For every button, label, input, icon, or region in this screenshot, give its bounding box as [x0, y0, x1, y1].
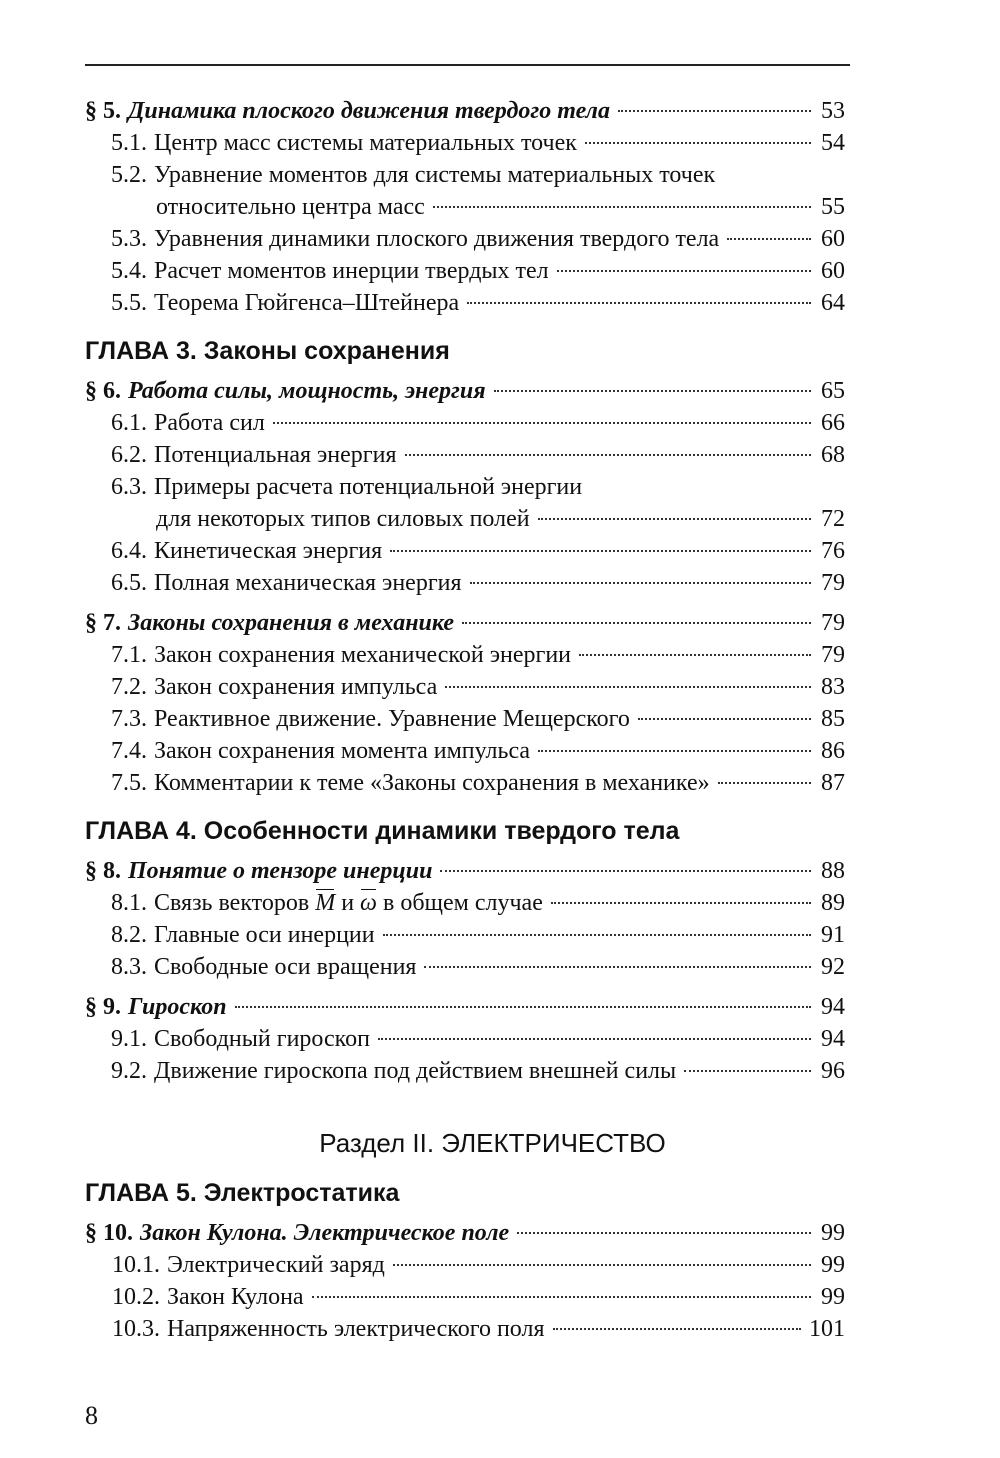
page-ref: 72 — [821, 506, 845, 532]
toc-item-7-2[interactable] — [85, 671, 845, 703]
item-title: Теорема Гюйгенса–Штейнера — [154, 290, 460, 316]
item-title: Расчет моментов инерции твердых тел — [154, 258, 549, 284]
dot-leader — [470, 582, 811, 584]
toc-item-9-1[interactable] — [85, 1023, 845, 1055]
toc-item-10-2[interactable] — [85, 1281, 845, 1313]
dot-leader — [467, 302, 811, 304]
dot-leader — [517, 1232, 811, 1234]
dot-leader — [390, 550, 811, 552]
item-title: Работа сил — [154, 410, 265, 436]
toc-item-6-3[interactable] — [85, 471, 845, 503]
section-number: § 6. — [85, 378, 121, 404]
item-title-continuation: для некоторых типов силовых полей — [156, 506, 530, 532]
dot-leader — [433, 206, 811, 208]
toc-item-10-1[interactable] — [85, 1249, 845, 1281]
item-number: 10.3. — [112, 1316, 160, 1342]
dot-leader — [312, 1296, 811, 1298]
chapter-heading[interactable]: ГЛАВА 5. Электростатика — [85, 1179, 400, 1207]
item-title-part: в общем случае — [382, 890, 543, 916]
page-ref: 89 — [821, 890, 845, 916]
page-ref: 79 — [821, 570, 845, 596]
page-ref: 53 — [821, 98, 845, 124]
item-number: 7.3. — [111, 706, 147, 732]
toc-section-7[interactable] — [85, 607, 845, 639]
dot-leader — [235, 1006, 811, 1008]
dot-leader — [462, 622, 811, 624]
item-title: Реактивное движение. Уравнение Мещерского — [154, 706, 630, 732]
item-number: 6.5. — [111, 570, 147, 596]
section-title: Понятие о тензоре инерции — [128, 858, 433, 884]
page-ref: 66 — [821, 410, 845, 436]
section-title: Законы сохранения в механике — [128, 610, 454, 636]
page-ref: 68 — [821, 442, 845, 468]
item-number: 9.1. — [111, 1026, 147, 1052]
toc-item-5-1[interactable] — [85, 127, 845, 159]
page-ref: 91 — [821, 922, 845, 948]
dot-leader — [378, 1038, 811, 1040]
toc-item-8-1[interactable] — [85, 887, 845, 919]
item-number: 5.1. — [111, 130, 147, 156]
dot-leader — [579, 654, 811, 656]
toc-item-7-4[interactable] — [85, 735, 845, 767]
item-title: Напряженность электрического поля — [167, 1316, 545, 1342]
vector-omega-symbol: ω — [360, 887, 377, 919]
item-title-part: и — [341, 890, 355, 916]
item-number: 7.5. — [111, 770, 147, 796]
page-ref: 88 — [821, 858, 845, 884]
item-title: Главные оси инерции — [154, 922, 375, 948]
dot-leader — [557, 270, 811, 272]
dot-leader — [538, 518, 811, 520]
item-title: Полная механическая энергия — [154, 570, 462, 596]
toc-section-10[interactable] — [85, 1217, 845, 1249]
page-ref: 64 — [821, 290, 845, 316]
dot-leader — [551, 902, 811, 904]
item-title: Закон сохранения момента импульса — [154, 738, 531, 764]
vector-m-symbol: M — [315, 887, 335, 919]
item-number: 6.1. — [111, 410, 147, 436]
page-ref: 99 — [821, 1252, 845, 1278]
page-ref: 54 — [821, 130, 845, 156]
item-number: 8.3. — [111, 954, 147, 980]
page-ref: 101 — [809, 1316, 845, 1342]
item-title: Электрический заряд — [167, 1252, 385, 1278]
dot-leader — [494, 390, 811, 392]
item-number: 8.2. — [111, 922, 147, 948]
page-ref: 87 — [821, 770, 845, 796]
toc-item-5-5[interactable] — [85, 287, 845, 319]
section-title: Гироскоп — [128, 994, 227, 1020]
toc-item-7-1[interactable] — [85, 639, 845, 671]
item-number: 5.2. — [111, 162, 147, 188]
item-title-continuation: относительно центра масс — [156, 194, 425, 220]
item-title: Закон сохранения механической энергии — [154, 642, 572, 668]
toc-section-6[interactable] — [85, 375, 845, 407]
item-title: Комментарии к теме «Законы сохранения в механике» — [154, 770, 710, 796]
page-ref: 65 — [821, 378, 845, 404]
part-heading[interactable]: Раздел II. ЭЛЕКТРИЧЕСТВО — [319, 1128, 666, 1158]
page-ref: 60 — [821, 258, 845, 284]
section-title: Работа силы, мощность, энергия — [128, 378, 486, 404]
section-number: § 5. — [85, 98, 121, 124]
page-ref: 94 — [821, 1026, 845, 1052]
item-number: 7.2. — [111, 674, 147, 700]
table-of-contents — [85, 95, 845, 1345]
chapter-heading[interactable]: ГЛАВА 3. Законы сохранения — [85, 337, 450, 365]
page-ref: 96 — [821, 1058, 845, 1084]
chapter-heading[interactable]: ГЛАВА 4. Особенности динамики твердого тела — [85, 817, 680, 845]
item-number: 7.1. — [111, 642, 147, 668]
dot-leader — [638, 718, 811, 720]
toc-item-10-3[interactable] — [85, 1313, 845, 1345]
item-title: Свободные оси вращения — [154, 954, 417, 980]
item-number: 10.1. — [112, 1252, 160, 1278]
dot-leader — [684, 1070, 811, 1072]
item-title: Закон Кулона — [167, 1284, 304, 1310]
dot-leader — [445, 686, 811, 688]
item-title-part: Связь векторов — [154, 890, 310, 916]
dot-leader — [383, 934, 811, 936]
item-title: Движение гироскопа под действием внешней силы — [154, 1058, 677, 1084]
toc-item-6-1[interactable] — [85, 407, 845, 439]
toc-item-5-3[interactable] — [85, 223, 845, 255]
item-title: Центр масс системы материальных точек — [154, 130, 577, 156]
dot-leader — [553, 1328, 801, 1330]
section-title: Закон Кулона. Электрическое поле — [140, 1220, 510, 1246]
dot-leader — [727, 238, 811, 240]
page-ref: 92 — [821, 954, 845, 980]
dot-leader — [440, 870, 811, 872]
toc-item-6-2[interactable] — [85, 439, 845, 471]
item-title: Свободный гироскоп — [154, 1026, 370, 1052]
section-number: § 9. — [85, 994, 121, 1020]
item-title: Уравнения динамики плоского движения твердого тела — [154, 226, 720, 252]
item-title: Кинетическая энергия — [154, 538, 383, 564]
toc-section-8[interactable] — [85, 855, 845, 887]
page-ref: 94 — [821, 994, 845, 1020]
dot-leader — [618, 110, 811, 112]
dot-leader — [405, 454, 811, 456]
item-number: 9.2. — [111, 1058, 147, 1084]
dot-leader — [585, 142, 811, 144]
page-ref: 76 — [821, 538, 845, 564]
page-number: 8 — [85, 1401, 98, 1430]
item-number: 6.4. — [111, 538, 147, 564]
item-number: 10.2. — [112, 1284, 160, 1310]
toc-section-9[interactable] — [85, 991, 845, 1023]
toc-item-7-5[interactable] — [85, 767, 845, 799]
item-number: 7.4. — [111, 738, 147, 764]
page-ref: 85 — [821, 706, 845, 732]
item-title: Примеры расчета потенциальной энергии — [154, 474, 583, 500]
toc-item-9-2[interactable] — [85, 1055, 845, 1087]
toc-item-6-3-cont[interactable] — [85, 503, 845, 535]
dot-leader — [718, 782, 811, 784]
item-number: 5.3. — [111, 226, 147, 252]
dot-leader — [393, 1264, 811, 1266]
page-ref: 83 — [821, 674, 845, 700]
dot-leader — [538, 750, 811, 752]
section-number: § 10. — [85, 1220, 133, 1246]
dot-leader — [424, 966, 811, 968]
toc-item-5-2[interactable] — [85, 159, 845, 191]
item-number: 5.4. — [111, 258, 147, 284]
toc-item-6-5[interactable] — [85, 567, 845, 599]
item-number: 6.2. — [111, 442, 147, 468]
page-ref: 55 — [821, 194, 845, 220]
toc-item-7-3[interactable] — [85, 703, 845, 735]
item-number: 5.5. — [111, 290, 147, 316]
toc-section-5[interactable] — [85, 95, 845, 127]
dot-leader — [273, 422, 811, 424]
toc-item-5-2-cont[interactable] — [85, 191, 845, 223]
toc-item-8-2[interactable] — [85, 919, 845, 951]
item-title: Закон сохранения импульса — [154, 674, 438, 700]
page-ref: 99 — [821, 1220, 845, 1246]
item-number: 6.3. — [111, 474, 147, 500]
page-ref: 79 — [821, 610, 845, 636]
page-ref: 60 — [821, 226, 845, 252]
page-ref: 86 — [821, 738, 845, 764]
item-title: Уравнение моментов для системы материальных точек — [154, 162, 716, 188]
toc-item-6-4[interactable] — [85, 535, 845, 567]
section-title: Динамика плоского движения твердого тела — [128, 98, 610, 124]
header-rule — [85, 64, 850, 66]
toc-item-5-4[interactable] — [85, 255, 845, 287]
page-ref: 79 — [821, 642, 845, 668]
section-number: § 8. — [85, 858, 121, 884]
section-number: § 7. — [85, 610, 121, 636]
page-ref: 99 — [821, 1284, 845, 1310]
item-title: Потенциальная энергия — [154, 442, 397, 468]
item-number: 8.1. — [111, 890, 147, 916]
toc-item-8-3[interactable] — [85, 951, 845, 983]
